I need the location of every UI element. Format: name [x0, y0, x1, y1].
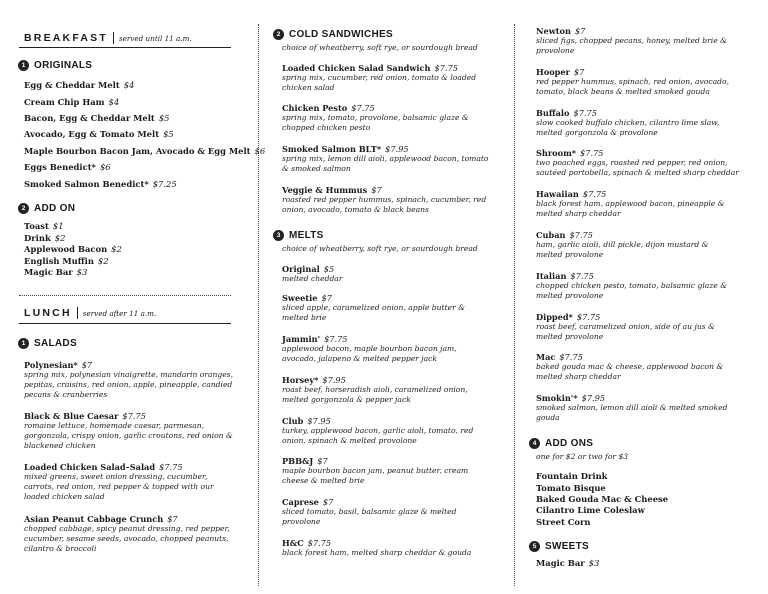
breakfast-note: served until 11 a.m.: [118, 34, 192, 43]
list-item: Fountain Drink: [536, 471, 608, 481]
add-ons-number-icon: 4: [529, 438, 540, 449]
column-divider-right: [514, 24, 515, 586]
menu-item: Shroom* $7.75 two poached eggs, roasted red pepper, red onion, sautéed portobella, spinach & melted sharp cheddar: [536, 148, 739, 177]
list-item: Toast $1: [24, 221, 64, 231]
list-item: Applewood Bacon $2: [24, 244, 122, 254]
menu-item: Italian $7.75 chopped chicken pesto, tomato, balsamic glaze & melted provolone: [536, 271, 727, 300]
originals-header: [18, 60, 92, 71]
menu-item: Black & Blue Caesar $7.75 romaine lettuce, homemade caesar, parmesan, gorgonzola, crispy onion, garlic croutons, red onion & blackened chicken: [24, 411, 233, 450]
originals-number-icon: 1: [18, 60, 29, 71]
melts-note: choice of wheatberry, soft rye, or sourdough bread: [282, 244, 478, 253]
list-item: Baked Gouda Mac & Cheese: [536, 494, 669, 504]
menu-item: Club $7.95 turkey, applewood bacon, garlic aioli, tomato, red onion, spinach & melted provolone: [282, 416, 474, 445]
sweets-header: [529, 541, 589, 552]
menu-item: Jammin' $7.75 applewood bacon, maple bourbon bacon jam, avocado, jalapeno & melted pepper jack: [282, 334, 457, 363]
menu-item: Mac $7.75 baked gouda mac & cheese, applewood bacon & melted sharp cheddar: [536, 352, 724, 381]
list-item: Drink $2: [24, 233, 66, 243]
melts-header: [273, 230, 324, 241]
section-divider: [19, 295, 231, 296]
column-divider-left: [258, 24, 259, 586]
menu-item: Horsey* $7.95 roast beef, horseradish aioli, caramelized onion, melted gorgonzola & pepper jack: [282, 375, 468, 404]
addon-header: [18, 203, 75, 214]
list-item: Avocado, Egg & Tomato Melt $5: [24, 129, 174, 139]
addon-title: ADD ON: [34, 203, 76, 214]
menu-item: Sweetie $7 sliced apple, caramelized onion, apple butter & melted brie: [282, 293, 465, 322]
lunch-header-divider: [77, 307, 78, 319]
breakfast-underline: [19, 47, 231, 48]
menu-item: Newton $7 sliced figs, chopped pecans, honey, melted brie & provolone: [536, 26, 727, 55]
list-item: Eggs Benedict* $6: [24, 162, 111, 172]
menu-item: Smokin'* $7.95 smoked salmon, lemon dill aioli & melted smoked gouda: [536, 393, 728, 422]
menu-item: Asian Peanut Cabbage Crunch $7 chopped cabbage, spicy peanut dressing, red pepper, cucumber, sesame seeds, avocado, chopped peanuts, cilantro & broccoli: [24, 514, 230, 553]
sweets-number-icon: 5: [529, 541, 540, 552]
breakfast-title: BREAKFAST: [24, 32, 108, 44]
list-item: Bacon, Egg & Cheddar Melt $5: [24, 113, 170, 123]
menu-item: Veggie & Hummus $7 roasted red pepper hummus, spinach, cucumber, red onion, avocado, tomato & black beans: [282, 185, 487, 214]
list-item: Smoked Salmon Benedict* $7.25: [24, 179, 177, 189]
lunch-underline: [19, 323, 231, 324]
menu-item: Polynesian* $7 spring mix, polynesian vinaigrette, mandarin oranges, pepitas, craisins, red onion, apple, pineapple, candied pecans & cranberries: [24, 360, 234, 399]
menu-item: Dipped* $7.75 roast beef, caramelized onion, side of au jus & melted provolone: [536, 312, 715, 341]
list-item: Maple Bourbon Bacon Jam, Avocado & Egg Melt $6: [24, 146, 266, 156]
add-ons-header: [529, 438, 593, 449]
melts-title: MELTS: [289, 230, 324, 241]
cold-sandwiches-header: [273, 29, 393, 40]
breakfast-header: [24, 32, 192, 44]
breakfast-header-divider: [113, 32, 114, 44]
melts-number-icon: 3: [273, 230, 284, 241]
lunch-header: [24, 307, 156, 319]
list-item: Magic Bar $3: [24, 267, 88, 277]
list-item: Cream Chip Ham $4: [24, 97, 120, 107]
menu-item: PBB&J $7 maple bourbon bacon jam, peanut butter, cream cheese & melted brie: [282, 456, 469, 485]
menu-item: Loaded Chicken Salad Sandwich $7.75 spring mix, cucumber, red onion, tomato & loaded chicken salad: [282, 63, 477, 92]
cold-sandwiches-title: COLD SANDWICHES: [289, 29, 393, 40]
menu-item: Caprese $7 sliced tomato, basil, balsamic glaze & melted provolone: [282, 497, 457, 526]
menu-item: Cuban $7.75 ham, garlic aioli, dill pickle, dijon mustard & melted provolone: [536, 230, 709, 259]
cold-sandwiches-number-icon: 2: [273, 29, 284, 40]
menu-item: Hawaiian $7.75 black forest ham, applewood bacon, pineapple & melted sharp cheddar: [536, 189, 725, 218]
menu-item: Smoked Salmon BLT* $7.95 spring mix, lemon dill aioli, applewood bacon, tomato & smoked salmon: [282, 144, 489, 173]
menu-item: Hooper $7 red pepper hummus, spinach, red onion, avocado, tomato, black beans & melted smoked gouda: [536, 67, 729, 96]
list-item: Magic Bar $3: [536, 558, 600, 568]
salads-title: SALADS: [34, 338, 77, 349]
salads-number-icon: 1: [18, 338, 29, 349]
menu-item: Loaded Chicken Salad–Salad $7.75 mixed greens, sweet onion dressing, cucumber, carrots, red onion, red pepper & topped with our loaded chicken salad: [24, 462, 214, 501]
lunch-note: served after 11 a.m.: [82, 309, 157, 318]
add-ons-title: ADD ONS: [545, 438, 594, 449]
addon-number-icon: 2: [18, 203, 29, 214]
menu-item: Buffalo $7.75 slow cooked buffalo chicken, cilantro lime slaw, melted gorgonzola & provolone: [536, 108, 720, 137]
salads-header: [18, 338, 77, 349]
list-item: English Muffin $2: [24, 256, 109, 266]
menu-item: Chicken Pesto $7.75 spring mix, tomato, provolone, balsamic glaze & chopped chicken pesto: [282, 103, 469, 132]
lunch-title: LUNCH: [24, 307, 72, 319]
add-ons-note: one for $2 or two for $3: [536, 452, 629, 461]
list-item: Egg & Cheddar Melt $4: [24, 80, 135, 90]
originals-title: ORIGINALS: [34, 60, 93, 71]
list-item: Cilantro Lime Coleslaw: [536, 505, 645, 515]
list-item: Street Corn: [536, 517, 591, 527]
menu-item: Original $5 melted cheddar: [282, 264, 343, 283]
cold-sandwiches-note: choice of wheatberry, soft rye, or sourdough bread: [282, 43, 478, 52]
sweets-title: SWEETS: [545, 541, 590, 552]
list-item: Tomato Bisque: [536, 483, 606, 493]
menu-item: H&C $7.75 black forest ham, melted sharp cheddar & gouda: [282, 538, 472, 557]
